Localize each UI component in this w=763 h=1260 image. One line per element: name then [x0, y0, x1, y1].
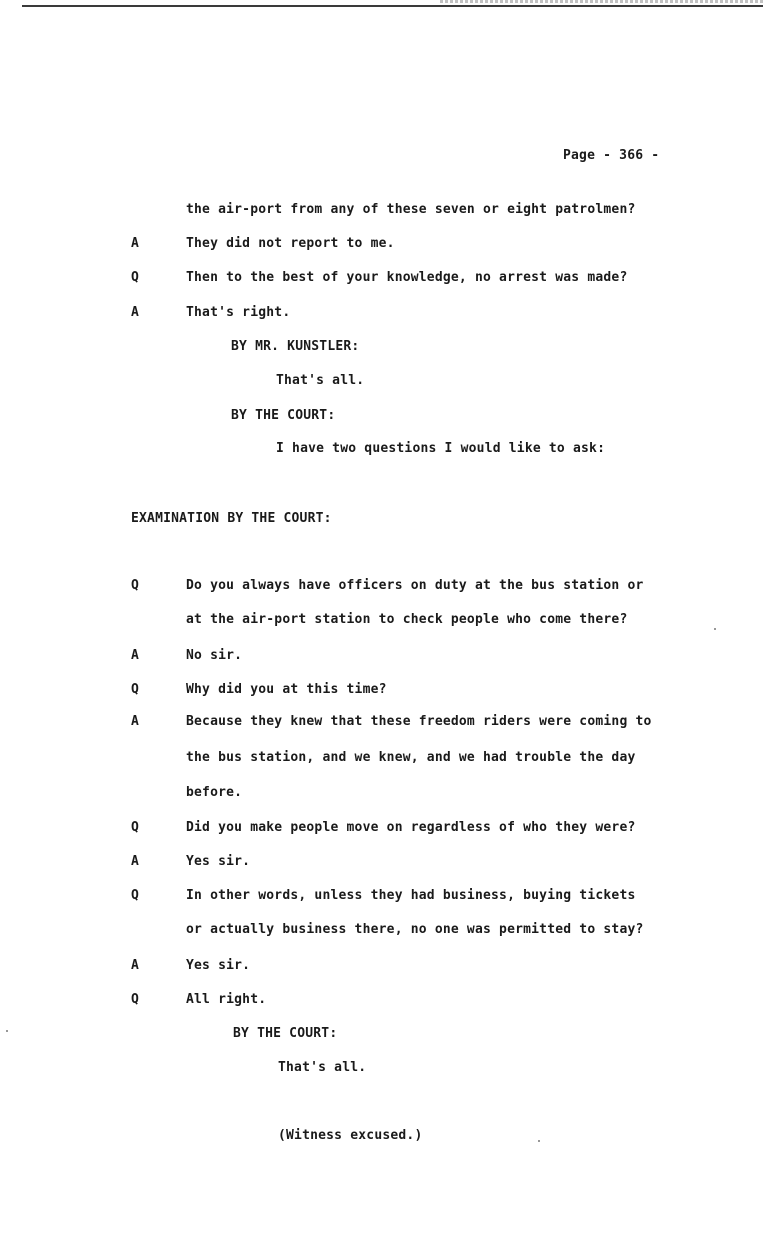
- question-text: Did you make people move on regardless of who they were?: [186, 820, 636, 835]
- question-text: Why did you at this time?: [186, 682, 387, 697]
- answer-text: No sir.: [186, 648, 243, 663]
- answer-marker: A: [131, 648, 139, 663]
- top-page-rule: [22, 5, 763, 7]
- answer-text: Because they knew that these freedom riders were coming to: [186, 714, 652, 729]
- question-marker: Q: [131, 888, 139, 903]
- witness-excused-note: (Witness excused.): [278, 1128, 423, 1143]
- answer-text: Yes sir.: [186, 854, 251, 869]
- question-text: All right.: [186, 992, 267, 1007]
- question-marker: Q: [131, 820, 139, 835]
- answer-text: They did not report to me.: [186, 236, 395, 251]
- page-number-header: Page - 366 -: [563, 148, 660, 163]
- question-text: In other words, unless they had business, buying tickets: [186, 888, 636, 903]
- answer-marker: A: [131, 305, 139, 320]
- section-heading: EXAMINATION BY THE COURT:: [131, 511, 332, 526]
- continued-line: the air-port from any of these seven or eight patrolmen?: [186, 202, 636, 217]
- answer-marker: A: [131, 714, 139, 729]
- question-text-continued: or actually business there, no one was permitted to stay?: [186, 922, 644, 937]
- speaker-heading: BY THE COURT:: [233, 1026, 338, 1041]
- answer-marker: A: [131, 236, 139, 251]
- question-marker: Q: [131, 682, 139, 697]
- scan-speck: [538, 1140, 540, 1142]
- speaker-statement: That's all.: [276, 373, 365, 388]
- answer-text: That's right.: [186, 305, 291, 320]
- question-text-continued: at the air-port station to check people who come there?: [186, 612, 628, 627]
- question-marker: Q: [131, 992, 139, 1007]
- top-scan-artifact: [440, 0, 763, 3]
- answer-marker: A: [131, 854, 139, 869]
- answer-text: Yes sir.: [186, 958, 251, 973]
- answer-text-continued: before.: [186, 785, 243, 800]
- speaker-statement: I have two questions I would like to ask:: [276, 441, 606, 456]
- speaker-heading: BY THE COURT:: [231, 408, 336, 423]
- scan-speck: [714, 628, 716, 630]
- question-text: Then to the best of your knowledge, no arrest was made?: [186, 270, 628, 285]
- question-text: Do you always have officers on duty at the bus station or: [186, 578, 644, 593]
- answer-text-continued: the bus station, and we knew, and we had trouble the day: [186, 750, 636, 765]
- scan-speck: [6, 1030, 8, 1032]
- answer-marker: A: [131, 958, 139, 973]
- speaker-heading: BY MR. KUNSTLER:: [231, 339, 360, 354]
- question-marker: Q: [131, 578, 139, 593]
- question-marker: Q: [131, 270, 139, 285]
- speaker-statement: That's all.: [278, 1060, 367, 1075]
